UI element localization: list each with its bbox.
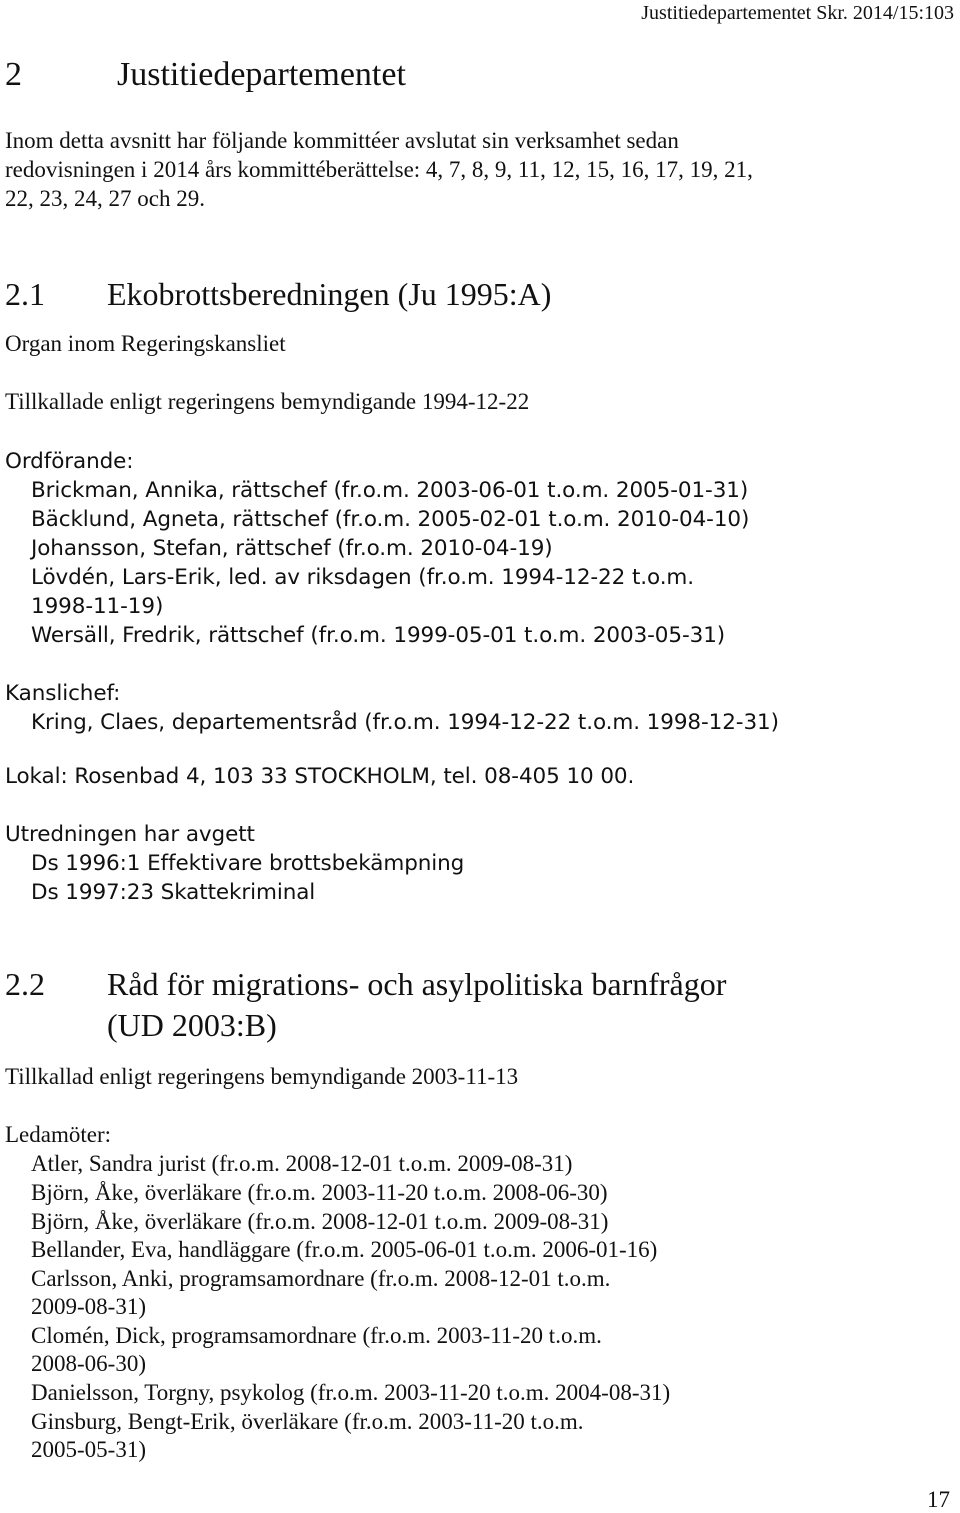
ledamoter-label: Ledamöter: [5,1122,112,1147]
report-line: Ds 1996:1 Effektivare brottsbekämpning [31,851,465,876]
chapter-title: Justitiedepartementet [117,56,406,93]
member-line: Björn, Åke, överläkare (fr.o.m. 2003-11-20 t.o.m. 2008-06-30) [31,1180,608,1205]
member-line: Björn, Åke, överläkare (fr.o.m. 2008-12-01 t.o.m. 2009-08-31) [31,1209,609,1234]
intro-line: redovisningen i 2014 års kommittéberättelse: 4, 7, 8, 9, 11, 12, 15, 16, 17, 19, 21, [5,157,753,182]
member-line: Atler, Sandra jurist (fr.o.m. 2008-12-01 t.o.m. 2009-08-31) [31,1151,573,1176]
avgett-label: Utredningen har avgett [5,822,255,847]
page-number: 17 [927,1487,950,1512]
member-line: Danielsson, Torgny, psykolog (fr.o.m. 2003-11-20 t.o.m. 2004-08-31) [31,1380,671,1405]
tillkallade-line: Tillkallade enligt regeringens bemyndigande 1994-12-22 [5,389,530,414]
member-line: 1998-11-19) [31,594,164,619]
section-title: Råd för migrations- och asylpolitiska barnfrågor [107,966,727,1002]
member-line: 2005-05-31) [31,1437,146,1462]
member-line: Johansson, Stefan, rättschef (fr.o.m. 2010-04-19) [31,536,553,561]
organ-line: Organ inom Regeringskansliet [5,331,286,356]
kanslichef-label: Kanslichef: [5,681,121,706]
member-line: Bellander, Eva, handläggare (fr.o.m. 2005-06-01 t.o.m. 2006-01-16) [31,1237,658,1262]
intro-line: Inom detta avsnitt har följande kommittéer avslutat sin verksamhet sedan [5,128,679,153]
member-line: Wersäll, Fredrik, rättschef (fr.o.m. 1999-05-01 t.o.m. 2003-05-31) [31,623,726,648]
member-line: Carlsson, Anki, programsamordnare (fr.o.m. 2008-12-01 t.o.m. [31,1266,611,1291]
member-line: Kring, Claes, departementsråd (fr.o.m. 1994-12-22 t.o.m. 1998-12-31) [31,710,779,735]
intro-line: 22, 23, 24, 27 och 29. [5,186,205,211]
member-line: Bäcklund, Agneta, rättschef (fr.o.m. 2005-02-01 t.o.m. 2010-04-10) [31,507,750,532]
lokal-line: Lokal: Rosenbad 4, 103 33 STOCKHOLM, tel. 08-405 10 00. [5,764,635,789]
section-title: Ekobrottsberedningen (Ju 1995:A) [107,276,552,312]
member-line: 2008-06-30) [31,1351,146,1376]
section-title: (UD 2003:B) [107,1007,277,1043]
member-line: 2009-08-31) [31,1294,146,1319]
member-line: Clomén, Dick, programsamordnare (fr.o.m. 2003-11-20 t.o.m. [31,1323,602,1348]
running-header: Justitiedepartementet Skr. 2014/15:103 [641,2,954,24]
ordforande-label: Ordförande: [5,449,134,474]
tillkallad-line: Tillkallad enligt regeringens bemyndigande 2003-11-13 [5,1064,519,1089]
section-number: 2.1 [5,276,45,312]
section-number: 2.2 [5,966,45,1002]
chapter-number: 2 [5,56,22,93]
member-line: Ginsburg, Bengt-Erik, överläkare (fr.o.m. 2003-11-20 t.o.m. [31,1409,584,1434]
report-line: Ds 1997:23 Skattekriminal [31,880,316,905]
member-line: Lövdén, Lars-Erik, led. av riksdagen (fr.o.m. 1994-12-22 t.o.m. [31,565,695,590]
member-line: Brickman, Annika, rättschef (fr.o.m. 2003-06-01 t.o.m. 2005-01-31) [31,478,749,503]
